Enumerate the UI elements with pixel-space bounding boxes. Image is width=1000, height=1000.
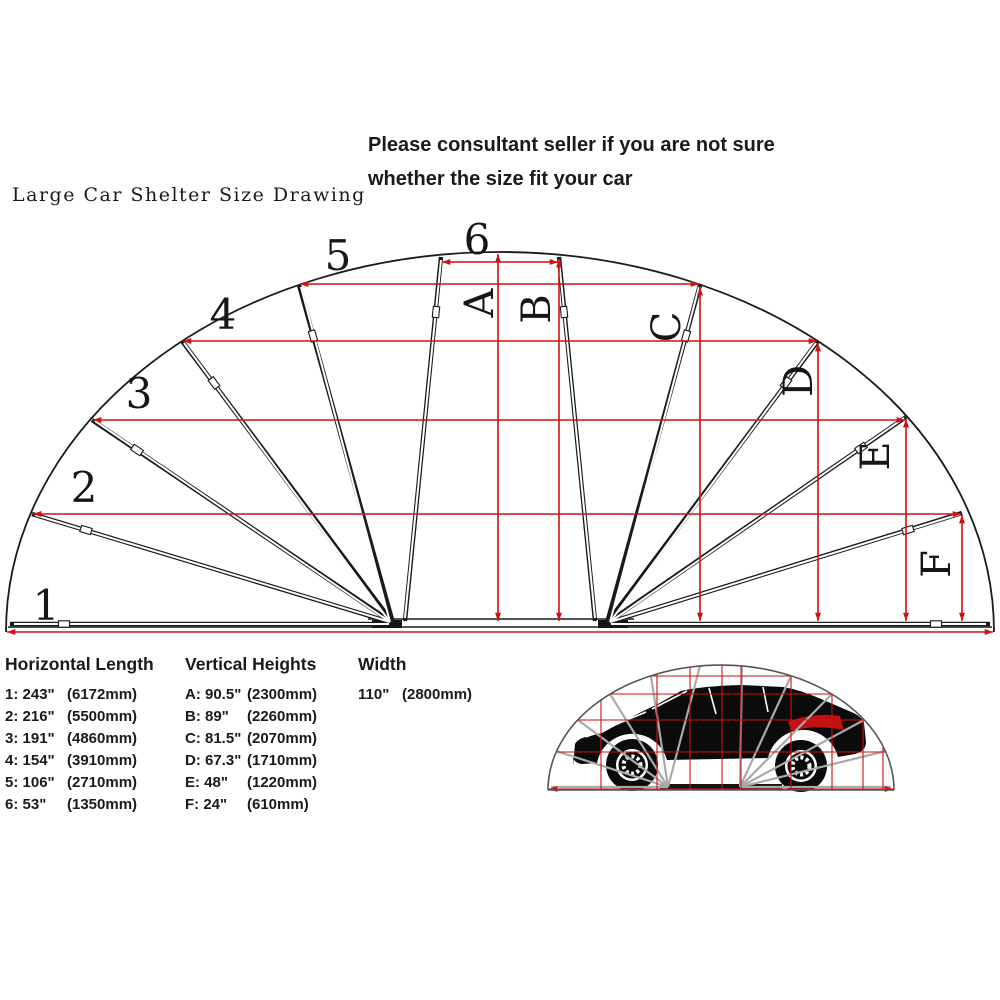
table-row [185,728,317,750]
label-h4: 4 [209,290,237,339]
vertical-heights-table [185,654,317,816]
car-rear-wheel [775,740,827,792]
table-row [185,684,317,706]
table-row [5,750,154,772]
size-cell: 2: 216" [5,708,55,725]
width-table [358,654,472,706]
table-row [5,728,154,750]
mm-cell: (6172mm) [67,686,138,703]
label-vC: C [644,311,690,343]
table-row [185,794,317,816]
car-silhouette [573,685,866,792]
car-illustration [548,665,894,792]
label-vD: D [776,364,822,398]
size-cell: B: 89" [185,708,229,725]
mm-cell: (4860mm) [67,730,138,747]
table-row [185,772,317,794]
mm-cell: (2300mm) [247,686,318,703]
size-cell: 3: 191" [5,730,55,747]
table-row [185,706,317,728]
size-cell: A: 90.5" [185,686,242,703]
size-cell: F: 24" [185,796,228,813]
size-cell: C: 81.5" [185,730,242,747]
vertical-heights-header: Vertical Heights [185,654,317,674]
label-vE: E [853,441,899,471]
size-cell: 4: 154" [5,752,55,769]
table-row [5,684,154,706]
table-row [358,684,472,706]
size-cell: D: 67.3" [185,752,242,769]
mm-cell: (2710mm) [67,774,138,791]
table-row [5,706,154,728]
size-cell: 1: 243" [5,686,55,703]
horizontal-length-header: Horizontal Length [5,654,154,674]
mm-cell: (2260mm) [247,708,318,725]
label-vA: A [457,288,503,318]
label-h6: 6 [463,215,491,264]
label-h2: 2 [70,463,98,512]
mm-cell: (2070mm) [247,730,318,747]
size-cell: 110" [358,686,390,703]
mm-cell: (1350mm) [67,796,138,813]
table-row [5,772,154,794]
label-h3: 3 [125,369,153,418]
label-vF: F [914,550,960,578]
dimension-labels [33,215,960,630]
size-cell: E: 48" [185,774,228,791]
mm-cell: (3910mm) [67,752,138,769]
mm-cell: (2800mm) [402,686,473,703]
width-header: Width [358,654,407,674]
mm-cell: (1710mm) [247,752,318,769]
label-vB: B [514,294,560,324]
page-title: Large Car Shelter Size Drawing [12,184,366,206]
seller-notice-line1: Please consultant seller if you are not sure [368,134,775,156]
mm-cell: (5500mm) [67,708,138,725]
mm-cell: (610mm) [247,796,309,813]
size-cell: 6: 53" [5,796,47,813]
mm-cell: (1220mm) [247,774,318,791]
main-shelter-drawing [6,215,994,632]
label-h5: 5 [324,231,352,280]
table-row [185,750,317,772]
table-row [5,794,154,816]
size-cell: 5: 106" [5,774,55,791]
label-h1: 1 [32,581,60,630]
seller-notice-line2: whether the size fit your car [368,168,633,190]
horizontal-length-table [5,654,154,816]
